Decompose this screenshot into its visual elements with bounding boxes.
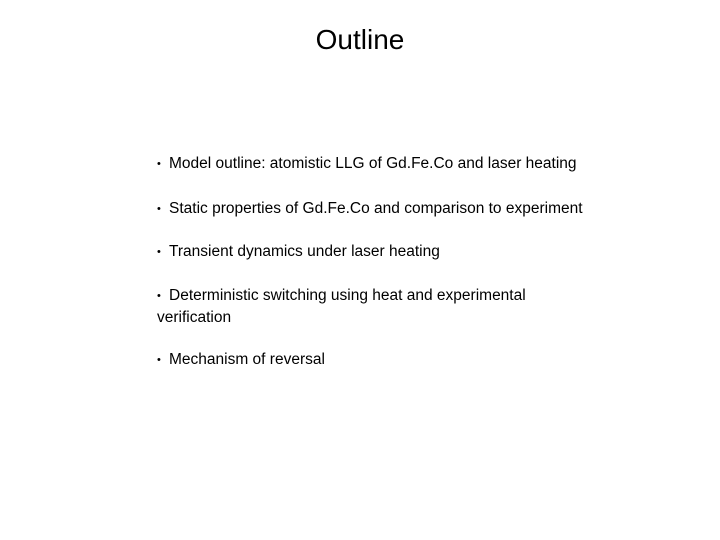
bullet-text: Transient dynamics under laser heating bbox=[169, 243, 440, 260]
bullet-item bbox=[157, 349, 617, 371]
bullet-marker: • bbox=[157, 158, 161, 170]
bullet-item bbox=[157, 241, 617, 263]
bullet-marker: • bbox=[157, 203, 161, 215]
bullet-marker: • bbox=[157, 246, 161, 258]
bullet-item bbox=[157, 153, 617, 175]
bullet-text: Deterministic switching using heat and experimental verification bbox=[157, 287, 526, 326]
bullet-text: Static properties of Gd.Fe.Co and comparison to experiment bbox=[169, 200, 583, 217]
bullet-text: Mechanism of reversal bbox=[169, 351, 325, 368]
bullet-marker: • bbox=[157, 290, 161, 302]
slide-title: Outline bbox=[315, 24, 405, 55]
bullet-item bbox=[157, 198, 617, 220]
bullet-item bbox=[157, 285, 567, 329]
bullet-marker: • bbox=[157, 354, 161, 366]
bullet-text: Model outline: atomistic LLG of Gd.Fe.Co and laser heating bbox=[169, 155, 577, 172]
